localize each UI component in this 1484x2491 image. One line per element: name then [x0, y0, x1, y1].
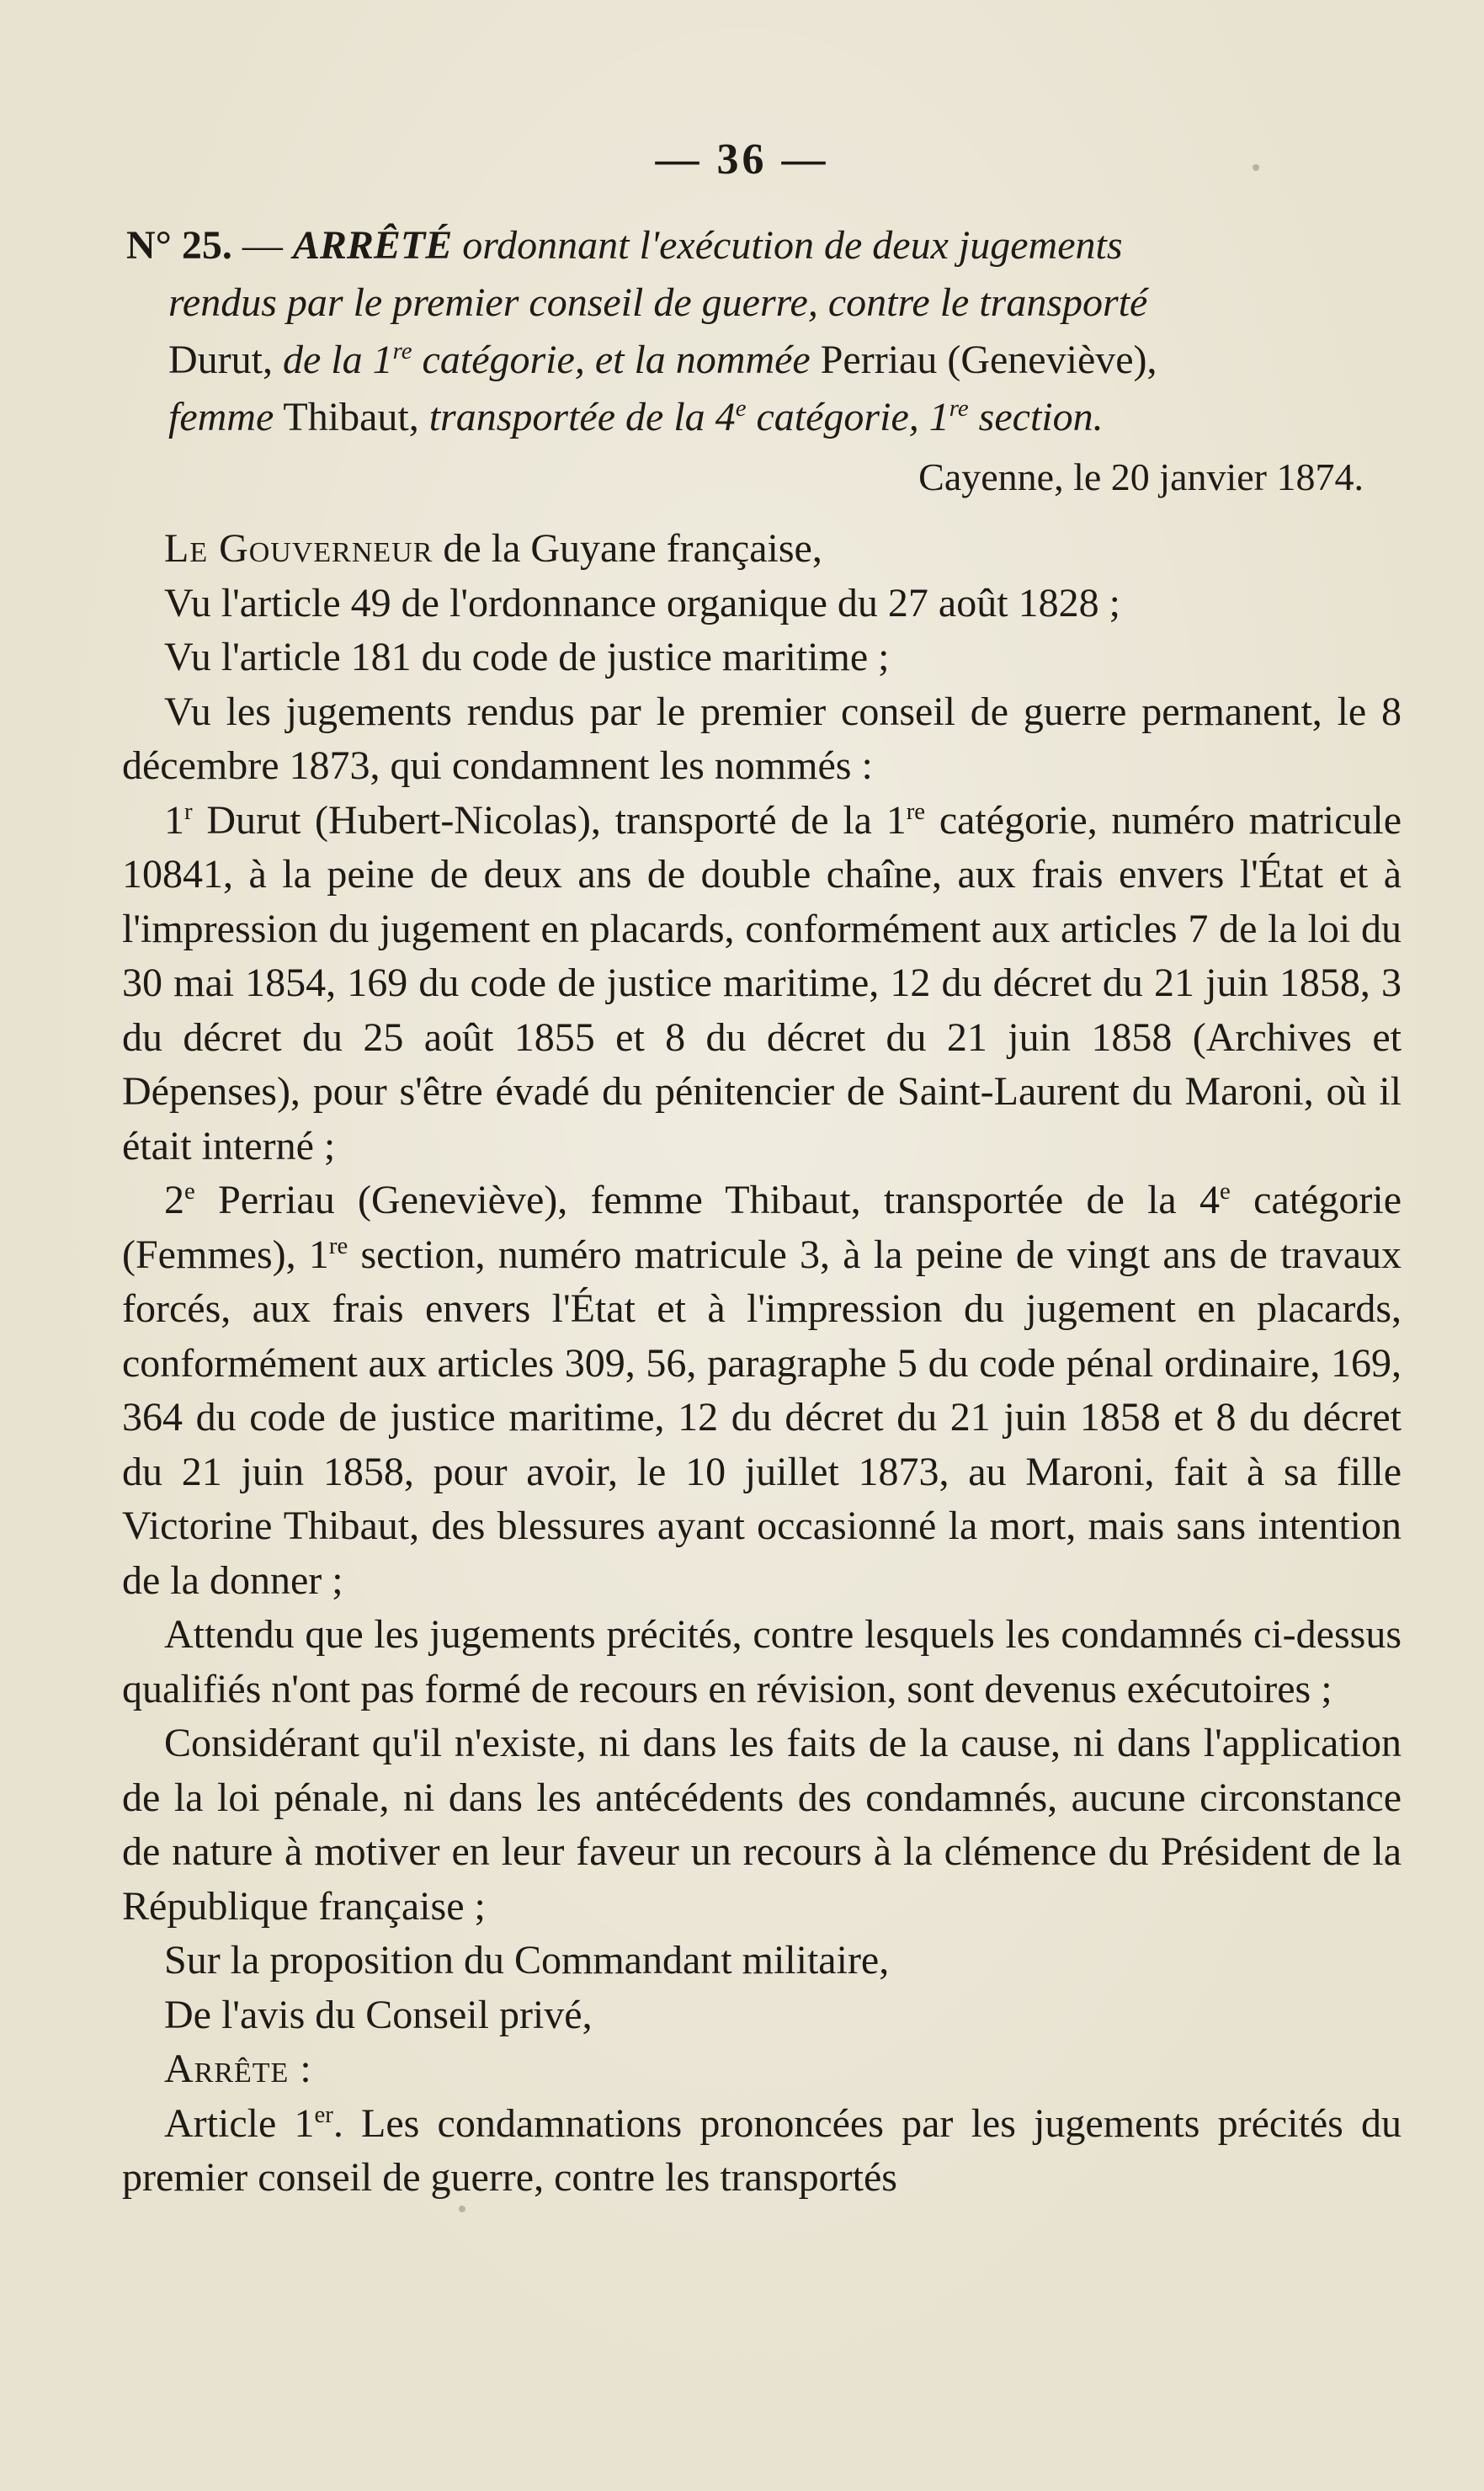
- paper-speck: [459, 2206, 465, 2212]
- place-date: Cayenne, le 20 janvier 1874.: [918, 455, 1364, 498]
- page-number: — 36 —: [655, 136, 829, 184]
- paragraph-proposition: Sur la proposition du Commandant militaire,: [164, 1938, 890, 1983]
- condemned-item-1: 1$^r$ Durut (Hubert-Nicolas), transporté de la 1re catégorie, numéro matricule 10841, à la peine de deux ans de double chaîne, aux frais envers l'État et à l'impression du jugement en placards, conformément aux articles 7 de la loi du 30 mai 1854, 169 du code de justice maritime, 12 du décret du 21 juin 1858, 3 du décret du 25 août 1855 et 8 du décret du 21 juin 1858 (Archives et Dépenses), pour s'être évadé du pénitencier de Saint-Laurent du Maroni, où il était interné ;: [122, 797, 1402, 1168]
- paragraph-vu-3: Vu les jugements rendus par le premier conseil de guerre permanent, le 8 décembre 1873, qui condamnent les nommés :: [122, 689, 1402, 788]
- paragraph-avis: De l'avis du Conseil privé,: [164, 1992, 593, 2037]
- paragraph-vu-2: Vu l'article 181 du code de justice maritime ;: [164, 635, 890, 679]
- paragraph-considerant: Considérant qu'il n'existe, ni dans les faits de la cause, ni dans l'application de la loi pénale, ni dans les antécédents des condamnés, aucune circonstance de nature à motiver en leur faveur un recours à la clémence du Président de la République française ;: [122, 1721, 1402, 1929]
- decree-body: [122, 522, 1402, 2206]
- paper-speck: [1253, 164, 1259, 171]
- title-line-2: rendus par le premier conseil de guerre, contre le transporté: [168, 280, 1148, 325]
- governor-line: Le Gouverneur de la Guyane française,: [164, 526, 822, 571]
- decree-title: [126, 217, 1423, 446]
- arrete-heading: Arrête :: [164, 2047, 312, 2091]
- article-1: Article 1er. Les condamnations prononcées par les jugements précités du premier conseil de guerre, contre les transportés: [122, 2100, 1402, 2200]
- decree-number: N° 25.: [126, 223, 232, 268]
- title-line-3: Durut, de la 1re catégorie, et la nommée Perriau (Geneviève),: [168, 338, 1157, 382]
- paragraph-vu-1: Vu l'article 49 de l'ordonnance organique du 27 août 1828 ;: [164, 580, 1120, 625]
- title-line-4: femme Thibaut, transportée de la 4e catégorie, 1re section.: [168, 395, 1104, 439]
- condemned-item-2: 2e Perriau (Geneviève), femme Thibaut, transportée de la 4e catégorie (Femmes), 1re section, numéro matricule 3, à la peine de vingt ans de travaux forcés, aux frais envers l'État et à l'impression du jugement en placards, conformément aux articles 309, 56, paragraphe 5 du code pénal ordinaire, 169, 364 du code de justice maritime, 12 du décret du 21 juin 1858 et 8 du décret du 21 juin 1858, pour avoir, le 10 juillet 1873, au Maroni, fait à sa fille Victorine Thibaut, des blessures ayant occasionné la mort, mais sans intention de la donner ;: [122, 1178, 1402, 1603]
- paragraph-attendu: Attendu que les jugements précités, contre lesquels les condamnés ci-dessus qualifiés n'ont pas formé de recours en révision, sont devenus exécutoires ;: [122, 1612, 1402, 1711]
- decree-keyword: ARRÊTÉ: [292, 223, 453, 268]
- title-line-1: N° 25. — ARRÊTÉ ordonnant l'exécution de deux jugements: [126, 223, 1123, 268]
